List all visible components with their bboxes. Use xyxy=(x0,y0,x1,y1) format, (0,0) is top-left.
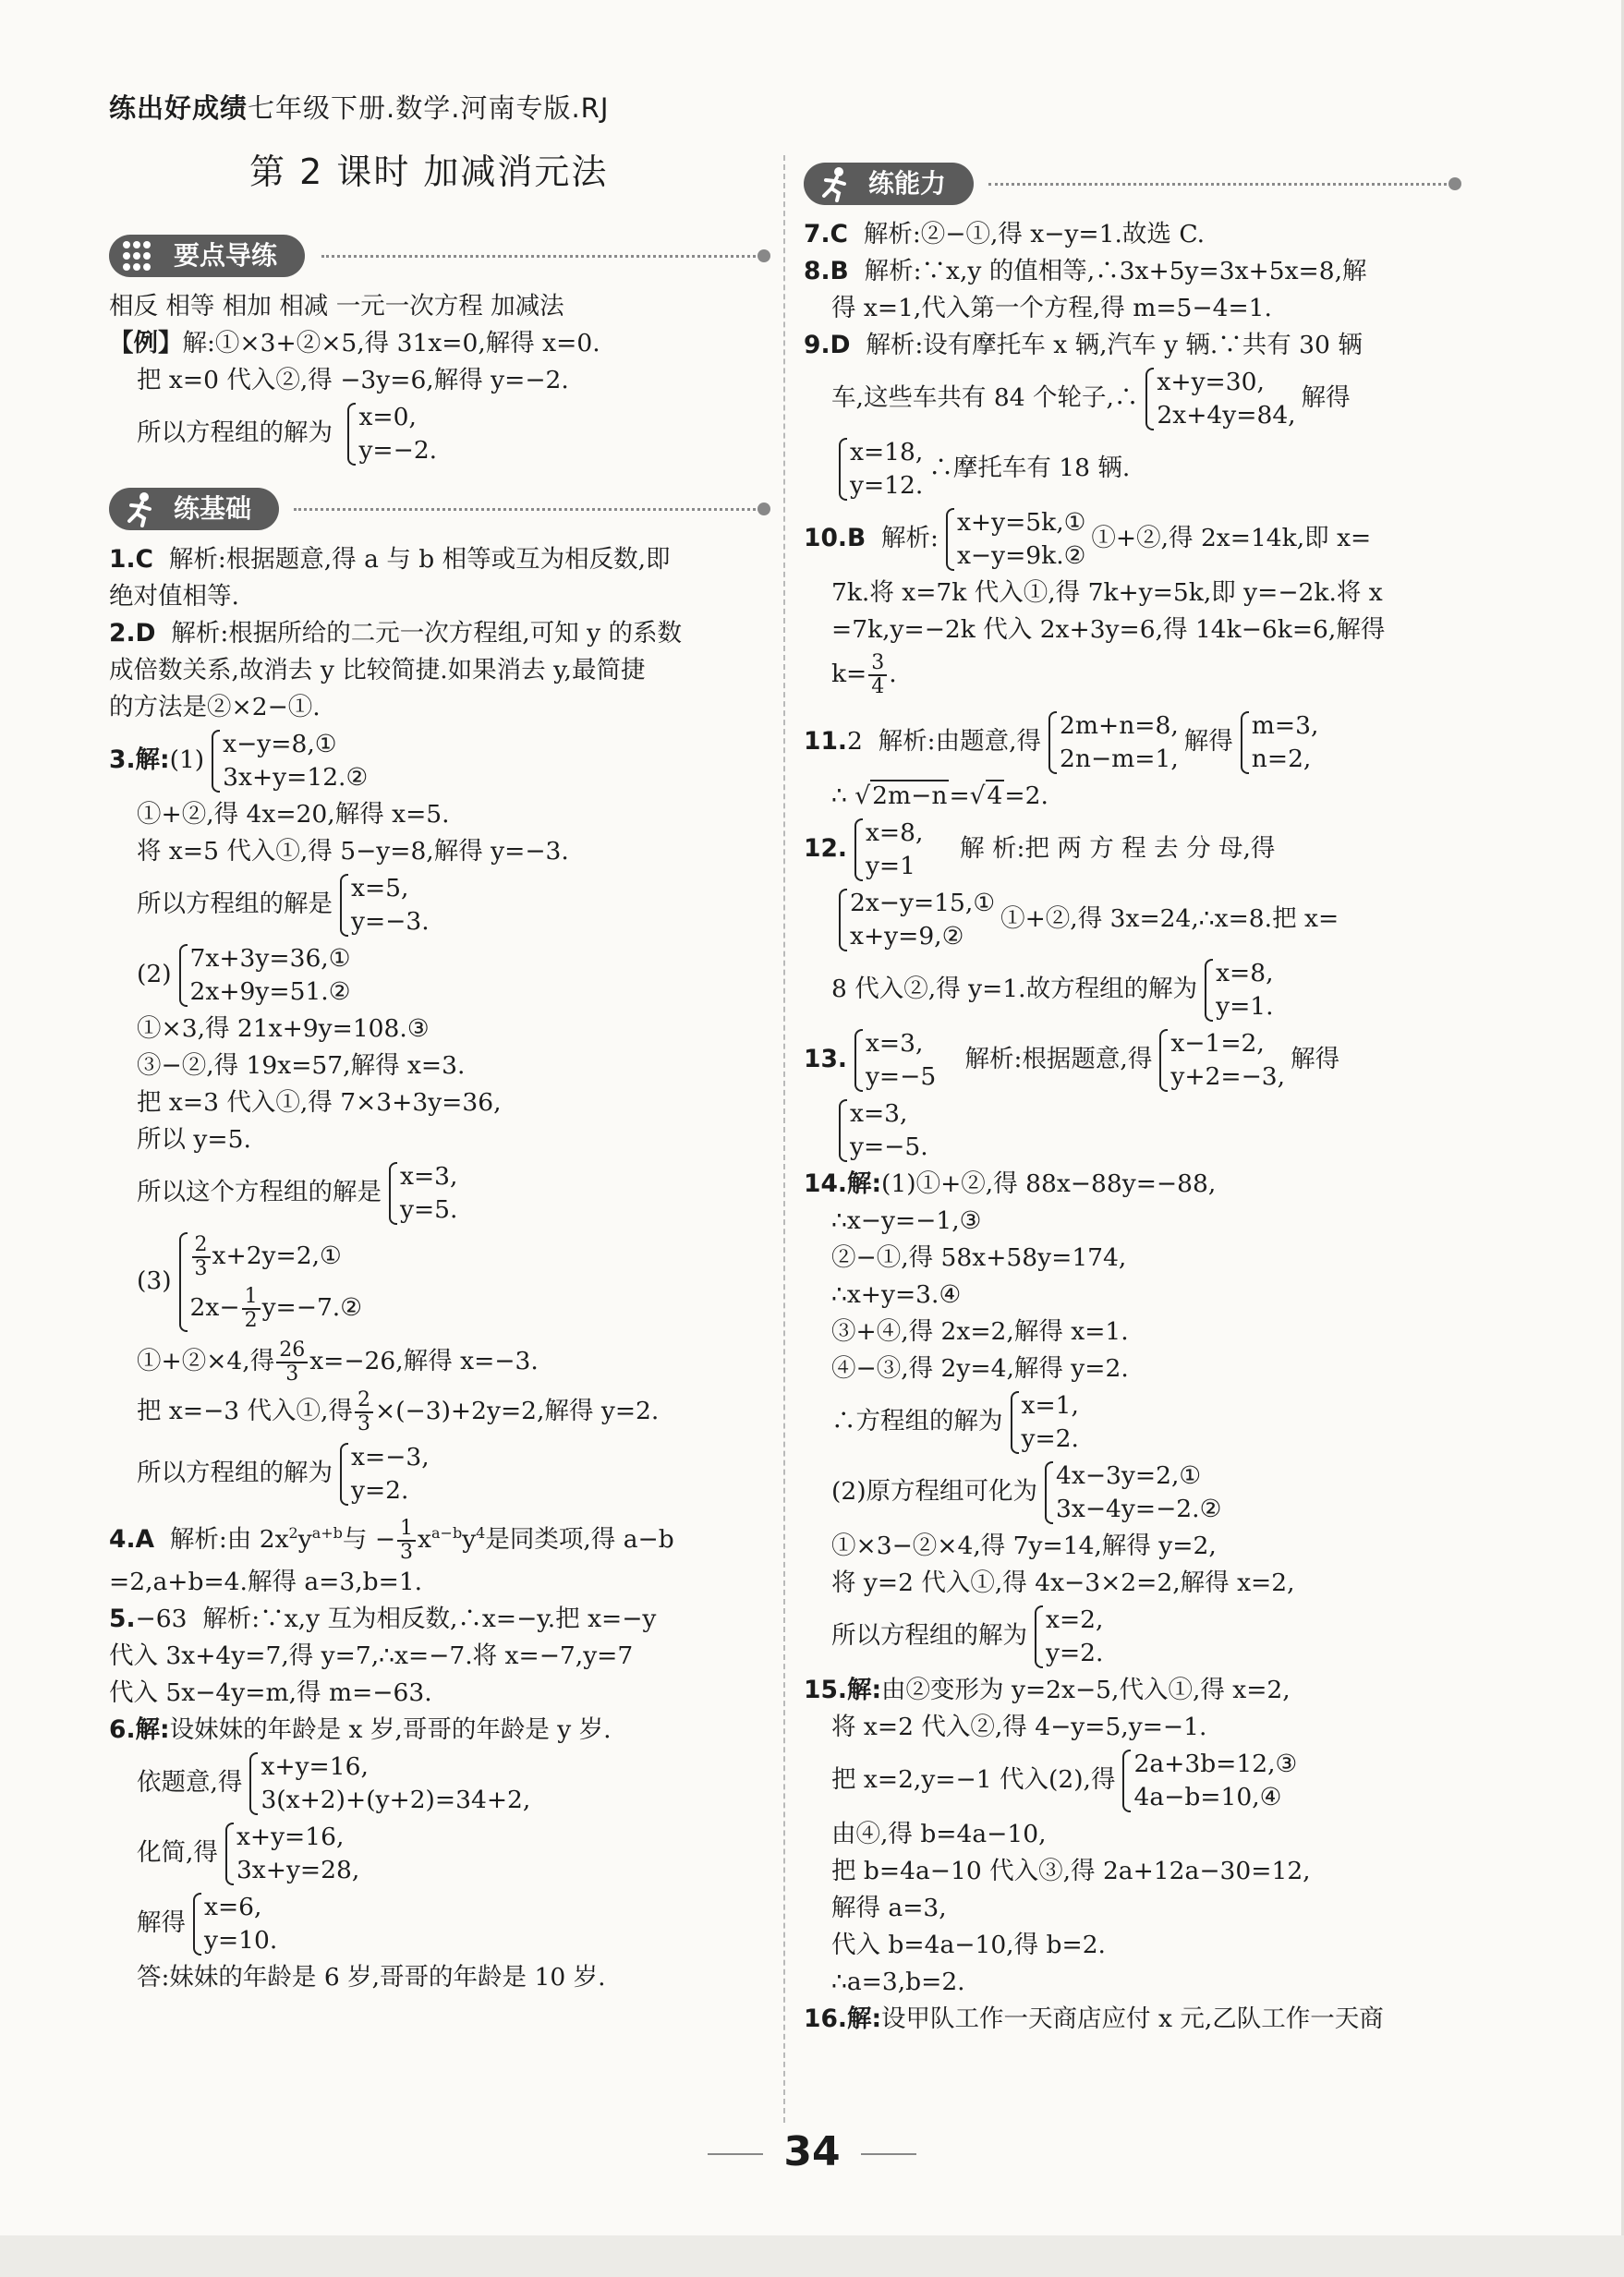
equation-system xyxy=(1029,1604,1103,1670)
denominator: 4 xyxy=(871,675,885,698)
equation-row: x=3, xyxy=(865,1029,924,1058)
question-number: 13. xyxy=(804,1045,847,1073)
equation-system xyxy=(1005,1389,1079,1456)
equation-system xyxy=(1140,366,1295,432)
answer-line: 解得 a=3, xyxy=(831,1894,947,1922)
answer-text: x xyxy=(418,1524,431,1554)
equation-system xyxy=(849,817,923,883)
equation-row: x=3, xyxy=(400,1162,458,1191)
equation-row: y=10. xyxy=(204,1925,278,1955)
equation-row: y=2. xyxy=(351,1476,409,1505)
answer-line xyxy=(804,1387,1458,1458)
rule-end-dot xyxy=(757,503,770,515)
answer-line xyxy=(109,726,767,796)
fraction xyxy=(868,652,887,698)
answer-line xyxy=(804,1458,1458,1528)
question-number: 2.D xyxy=(109,619,156,648)
section-key-points xyxy=(109,229,767,281)
answer-line xyxy=(804,327,1458,364)
answer-line: ②−①,得 58x+58y=174, xyxy=(831,1243,1127,1272)
equation-system xyxy=(383,1160,457,1227)
part-label: (1) xyxy=(169,745,205,774)
answer-text: 车,这些车共有 84 个轮子,∴ xyxy=(831,383,1139,412)
equation-row: 2x+4y=84, xyxy=(1157,401,1296,430)
denominator: 3 xyxy=(357,1412,370,1435)
equation-system xyxy=(849,1027,936,1094)
answer-text: 解 析:把 两 方 程 去 分 母,得 xyxy=(960,834,1276,863)
equation-row: y=1. xyxy=(1216,992,1274,1021)
example-line: 把 x=0 代入②,得 −3y=6,解得 y=−2. xyxy=(137,366,569,394)
answer-line: 成倍数关系,故消去 y 比较简捷.如果消去 y,最简捷 xyxy=(109,656,646,684)
question-number: 1.C xyxy=(109,545,153,574)
answer-text: k= xyxy=(831,660,867,688)
equation-row: 3x+y=12.② xyxy=(223,763,369,792)
answer-text: x=−26,解得 x=−3. xyxy=(309,1347,539,1375)
equation-system xyxy=(833,436,923,503)
answer-line: ∴x+y=3.④ xyxy=(831,1280,962,1309)
answer-line xyxy=(804,434,1458,504)
question-number: 14.解: xyxy=(804,1169,882,1198)
equation-system xyxy=(833,1097,928,1164)
lesson-title: 第 2 课时 加减消元法 xyxy=(249,151,609,192)
answer-value: 2 xyxy=(846,727,863,756)
answer-text: 解得 xyxy=(1301,383,1351,412)
grid-dots-icon xyxy=(118,237,161,274)
answer-text: 解得 xyxy=(1291,1045,1340,1073)
answer-line: 将 x=2 代入②,得 4−y=5,y=−1. xyxy=(831,1713,1207,1741)
part-label: (3) xyxy=(137,1266,172,1295)
answer-line xyxy=(804,1025,1458,1096)
answer-text: 解析:∵x,y 的值相等,∴3x+5y=3x+5x=8,解 xyxy=(864,257,1367,285)
denominator: 3 xyxy=(194,1257,208,1280)
dotted-rule xyxy=(294,508,767,511)
answer-text: (1)①+②,得 88x−88y=−88, xyxy=(881,1169,1217,1198)
answer-line: 代入 5x−4y=m,得 m=−63. xyxy=(109,1677,432,1707)
equation-text: y=−7.② xyxy=(261,1293,362,1322)
answer-line: 由④,得 b=4a−10, xyxy=(831,1820,1047,1848)
left-column xyxy=(109,229,767,1996)
example-line xyxy=(109,399,767,469)
question-number: 11. xyxy=(804,727,847,756)
equation-row: x=2, xyxy=(1046,1605,1104,1634)
equation-system xyxy=(188,1891,277,1957)
answer-text: 把 x=2,y=−1 代入(2),得 xyxy=(831,1765,1116,1794)
answer-line xyxy=(804,1096,1458,1166)
equation-row: y=2. xyxy=(1046,1639,1104,1667)
equation-row: x=0, xyxy=(358,403,417,431)
answer-line xyxy=(804,1672,1458,1709)
page-number xyxy=(0,2128,1624,2175)
right-column xyxy=(804,157,1458,2038)
equation-system xyxy=(174,1230,362,1334)
answer-text: 解析:由 2x xyxy=(169,1524,289,1554)
answer-text: 解得 xyxy=(137,1908,186,1937)
answer-line: 7k.将 x=7k 代入①,得 7k+y=5k,即 y=−2k.将 x xyxy=(831,578,1383,607)
running-figure-icon xyxy=(813,165,855,202)
answer-line xyxy=(109,1515,767,1564)
bottom-margin xyxy=(0,2235,1624,2277)
question-number: 5. xyxy=(109,1604,136,1633)
equation-system xyxy=(1235,709,1319,776)
answer-text: 设甲队工作一天商店应付 x 元,乙队工作一天商 xyxy=(881,2004,1384,2033)
section-title: 要点导练 xyxy=(174,240,278,271)
answer-text: 解析:由题意,得 xyxy=(878,727,1042,756)
brand-name: 练出好成绩 xyxy=(109,92,248,124)
answer-text: . xyxy=(889,660,897,688)
answer-line xyxy=(109,1889,767,1959)
equation-row: 2m+n=8, xyxy=(1060,711,1179,740)
answer-line: ∴x−y=−1,③ xyxy=(831,1206,982,1235)
answer-text: ∴方程组的解为 xyxy=(831,1407,1003,1435)
section-badge xyxy=(804,163,974,205)
answer-line xyxy=(109,541,767,578)
equation-row: 2a+3b=12,③ xyxy=(1133,1750,1298,1778)
equation-system xyxy=(1154,1027,1285,1094)
dotted-rule xyxy=(988,183,1458,186)
radicand: 2m−n xyxy=(872,781,948,810)
denominator: 3 xyxy=(400,1540,414,1564)
answer-text: 由②变形为 y=2x−5,代入①,得 x=2, xyxy=(881,1676,1291,1704)
exponent: a−b xyxy=(431,1524,463,1542)
answer-text: 8 代入②,得 y=1.故方程组的解为 xyxy=(831,975,1198,1003)
section-ability xyxy=(804,157,1458,209)
answer-line: 绝对值相等. xyxy=(109,582,239,611)
equation-row: y=1 xyxy=(865,852,915,880)
answer-text: ①+②,得 2x=14k,即 x= xyxy=(1091,524,1372,552)
answer-text: ∴摩托车有 18 辆. xyxy=(928,454,1131,482)
question-number: 16.解: xyxy=(804,2004,882,2033)
answer-text: 依题意,得 xyxy=(137,1767,243,1797)
equation-row: 3x+y=28, xyxy=(236,1855,360,1884)
equation-row: 4a−b=10,④ xyxy=(1133,1783,1282,1811)
answer-text: 所以方程组的解为 xyxy=(831,1621,1027,1650)
question-number: 3.解: xyxy=(109,745,170,774)
answer-text: 所以方程组的解为 xyxy=(137,1459,333,1487)
equation-row: y=12. xyxy=(850,471,924,500)
equation-row: x−y=8,① xyxy=(223,730,337,758)
equation-system xyxy=(334,872,430,939)
numerator: 2 xyxy=(355,1389,373,1413)
answer-line: 把 b=4a−10 代入③,得 2a+12a−30=12, xyxy=(831,1857,1311,1885)
equation-row: x+y=16, xyxy=(236,1822,345,1851)
fraction xyxy=(276,1339,308,1386)
answer-line: ①×3−②×4,得 7y=14,解得 y=2, xyxy=(831,1532,1217,1560)
equation-row: 2x−y=15,① xyxy=(850,889,996,917)
running-figure-icon xyxy=(118,491,161,527)
answer-text: 解得 xyxy=(1183,727,1233,756)
numerator: 2 xyxy=(192,1234,211,1258)
question-number: 8.B xyxy=(804,257,849,285)
page-number-rule xyxy=(861,2153,916,2155)
rule-end-dot xyxy=(757,249,770,262)
answer-text: 解析:设有摩托车 x 辆,汽车 y 辆.∵共有 30 辆 xyxy=(866,331,1363,359)
equation-row: y+2=−3, xyxy=(1170,1062,1286,1091)
equation-system xyxy=(1117,1748,1297,1814)
question-number: 12. xyxy=(804,834,847,863)
question-number: 15.解: xyxy=(804,1676,882,1704)
answer-line xyxy=(804,652,1458,698)
numerator: 1 xyxy=(242,1286,261,1310)
equation-row: x+y=9,② xyxy=(850,922,964,951)
equation-row: x=3, xyxy=(850,1099,908,1128)
answer-text: 与 − xyxy=(342,1524,396,1554)
question-number: 7.C xyxy=(804,220,848,248)
equation-system xyxy=(244,1750,530,1817)
equation-row: x=8, xyxy=(1216,959,1274,987)
answer-line xyxy=(804,885,1458,955)
equation-row: x=5, xyxy=(351,874,409,902)
equation-row: x+y=16, xyxy=(261,1751,369,1781)
question-number: 10.B xyxy=(804,524,867,552)
equation-system xyxy=(1043,709,1179,776)
rule-end-dot xyxy=(1448,177,1461,190)
question-number: 4.A xyxy=(109,1524,155,1554)
equation-system xyxy=(220,1821,359,1887)
fraction xyxy=(397,1518,416,1564)
answer-text: 解析: xyxy=(881,524,939,552)
answer-line xyxy=(109,870,767,940)
example-label: 【例】 xyxy=(109,329,183,357)
answer-line xyxy=(109,940,767,1011)
answer-line xyxy=(804,708,1458,778)
answer-line xyxy=(804,1166,1458,1203)
answer-text: 解析:根据题意,得 xyxy=(964,1045,1153,1073)
question-number: 9.D xyxy=(804,331,851,359)
answer-line xyxy=(109,1229,767,1336)
answer-line: =7k,y=−2k 代入 2x+3y=6,得 14k−6k=6,解得 xyxy=(831,615,1386,644)
answer-text: 解析:根据所给的二元一次方程组,可知 y 的系数 xyxy=(171,619,683,648)
equation-row: y=−5 xyxy=(865,1062,937,1091)
equation-text: 2x− xyxy=(189,1293,240,1322)
answer-text: ×(−3)+2y=2,解得 y=2. xyxy=(374,1397,660,1425)
equation-row: y=−5. xyxy=(850,1132,928,1161)
equation-row: x+y=5k,① xyxy=(956,508,1086,537)
answer-line: 代入 3x+4y=7,得 y=7,∴x=−7.将 x=−7,y=7 xyxy=(109,1641,634,1670)
answer-line: 得 x=1,代入第一个方程,得 m=5−4=1. xyxy=(831,294,1272,322)
answer-line xyxy=(804,253,1458,290)
book-subtitle: 七年级下册.数学.河南专版.RJ xyxy=(248,92,610,124)
example-text: 所以方程组的解为 xyxy=(137,418,333,447)
equation-row: m=3, xyxy=(1251,711,1319,740)
answer-text: 解析:根据题意,得 a 与 b 相等或互为相反数,即 xyxy=(168,545,671,574)
example-text: 解:①×3+②×5,得 31x=0,解得 x=0. xyxy=(182,329,600,357)
equation-row: x=6, xyxy=(204,1892,262,1921)
answer-line xyxy=(109,1601,767,1638)
answer-text: 是同类项,得 a−b xyxy=(485,1524,674,1554)
answer-text: 解析:∵x,y 互为相反数,∴x=−y.把 x=−y xyxy=(202,1604,657,1633)
answer-text: =√ xyxy=(949,781,986,810)
section-title: 练能力 xyxy=(868,168,947,199)
answer-line: 把 x=3 代入①,得 7×3+3y=36, xyxy=(137,1088,502,1117)
equation-text: x+2y=2,① xyxy=(212,1241,342,1270)
radicand: 4 xyxy=(987,781,1003,810)
answer-line xyxy=(804,1746,1458,1816)
equation-system xyxy=(1039,1459,1221,1526)
equation-row: x=8, xyxy=(865,818,924,847)
equation-row: x−y=9k.② xyxy=(956,541,1086,570)
equation-row: x+y=30, xyxy=(1157,368,1265,396)
answer-text: y xyxy=(297,1524,312,1554)
page-number-rule xyxy=(708,2153,763,2155)
answer-line xyxy=(109,1712,767,1749)
equation-row: 3(x+2)+(y+2)=34+2, xyxy=(261,1785,531,1814)
numerator: 1 xyxy=(397,1518,416,1542)
fraction xyxy=(355,1389,373,1435)
example-line xyxy=(109,325,767,362)
equation-system xyxy=(206,728,368,794)
answer-text: 设妹妹的年龄是 x 岁,哥哥的年龄是 y 岁. xyxy=(169,1714,612,1744)
answer-line xyxy=(804,1602,1458,1672)
answer-line xyxy=(109,1749,767,1819)
fraction xyxy=(192,1234,211,1280)
equation-row: 4x−3y=2,① xyxy=(1056,1461,1202,1490)
equation-row: x=18, xyxy=(850,438,924,466)
answer-line xyxy=(109,1339,767,1386)
answer-line xyxy=(804,955,1458,1025)
answer-line: ①×3,得 21x+9y=108.③ xyxy=(137,1014,430,1043)
answer-text: 解析:②−①,得 x−y=1.故选 C. xyxy=(863,220,1206,248)
equation-row xyxy=(190,1282,362,1334)
page-number-text: 34 xyxy=(783,2128,841,2175)
answer-line xyxy=(804,216,1458,253)
question-number: 6.解: xyxy=(109,1714,170,1744)
column-divider xyxy=(783,155,785,2123)
answer-line xyxy=(109,1819,767,1889)
book-header xyxy=(109,88,609,126)
numerator: 26 xyxy=(276,1339,308,1363)
exponent: 2 xyxy=(288,1524,298,1542)
answer-text: ①+②,得 3x=24,∴x=8.把 x= xyxy=(1000,904,1339,933)
section-title: 练基础 xyxy=(174,493,252,524)
answer-line: 将 y=2 代入①,得 4x−3×2=2,解得 x=2, xyxy=(831,1568,1295,1597)
fraction xyxy=(242,1286,261,1332)
answer-line xyxy=(804,504,1458,575)
equation-system xyxy=(1199,957,1273,1023)
answer-text: 化简,得 xyxy=(137,1837,218,1867)
answer-line xyxy=(804,778,1458,815)
answer-line xyxy=(804,2001,1458,2038)
answer-line: ③−②,得 19x=57,解得 x=3. xyxy=(137,1051,466,1080)
equation-row: y=2. xyxy=(1021,1424,1079,1453)
equation-row: 2n−m=1, xyxy=(1060,745,1179,773)
equation-system xyxy=(833,887,995,953)
part-label: (2) xyxy=(137,960,172,988)
key-words: 相反 相等 相加 相减 一元一次方程 加减法 xyxy=(109,292,564,321)
answer-line: 的方法是②×2−①. xyxy=(109,693,321,721)
answer-line xyxy=(804,815,1458,885)
answer-line: ∴a=3,b=2. xyxy=(831,1968,965,1996)
equation-row: y=5. xyxy=(400,1195,458,1224)
answer-line xyxy=(804,364,1458,434)
answer-line xyxy=(109,615,767,652)
equation-row: x=1, xyxy=(1021,1391,1079,1420)
equation-row: n=2, xyxy=(1251,745,1312,773)
answer-line: ③+④,得 2x=2,解得 x=1. xyxy=(831,1317,1129,1346)
exponent: a+b xyxy=(311,1524,343,1542)
answer-text: 把 x=−3 代入①,得 xyxy=(137,1397,353,1425)
answer-line xyxy=(109,1389,767,1435)
section-basic xyxy=(109,482,767,534)
denominator: 3 xyxy=(285,1363,299,1386)
denominator: 2 xyxy=(244,1309,258,1332)
equation-row: 7x+3y=36,① xyxy=(189,944,351,973)
dotted-rule xyxy=(321,255,767,258)
answer-line: ④−③,得 2y=4,解得 y=2. xyxy=(831,1354,1129,1383)
answer-text: =2. xyxy=(1004,781,1048,810)
answer-text: ∴ √ xyxy=(831,781,871,810)
equation-row: y=−2. xyxy=(358,436,438,465)
answer-line: 答:妹妹的年龄是 6 岁,哥哥的年龄是 10 岁. xyxy=(137,1962,606,1992)
equation-row: x−1=2, xyxy=(1170,1029,1265,1058)
answer-text: 所以方程组的解是 xyxy=(137,890,333,918)
answer-text: 所以这个方程组的解是 xyxy=(137,1178,382,1206)
exponent: 4 xyxy=(476,1524,486,1542)
equation-row: 3x−4y=−2.② xyxy=(1056,1495,1222,1523)
answer-line: =2,a+b=4.解得 a=3,b=1. xyxy=(109,1567,423,1596)
equation-system xyxy=(940,506,1085,573)
answer-line: 将 x=5 代入①,得 5−y=8,解得 y=−3. xyxy=(137,837,569,866)
answer-value: −63 xyxy=(135,1604,188,1633)
answer-line: 所以 y=5. xyxy=(137,1125,251,1154)
equation-system xyxy=(342,401,437,467)
numerator: 3 xyxy=(868,652,887,676)
equation-row xyxy=(190,1230,362,1282)
answer-line xyxy=(109,1439,767,1509)
answer-text: (2)原方程组可化为 xyxy=(831,1477,1038,1506)
answer-line: ①+②,得 4x=20,解得 x=5. xyxy=(137,800,450,829)
equation-system xyxy=(334,1441,430,1508)
answer-line: 代入 b=4a−10,得 b=2. xyxy=(831,1931,1106,1959)
equation-row: x=−3, xyxy=(351,1443,430,1472)
answer-text: ①+②×4,得 xyxy=(137,1347,275,1375)
answer-line xyxy=(109,1158,767,1229)
equation-row: y=−3. xyxy=(351,907,430,936)
answer-text: y xyxy=(462,1524,477,1554)
section-badge xyxy=(109,235,305,277)
section-badge xyxy=(109,488,279,530)
equation-system xyxy=(174,942,351,1009)
equation-row: 2x+9y=51.② xyxy=(189,977,351,1006)
